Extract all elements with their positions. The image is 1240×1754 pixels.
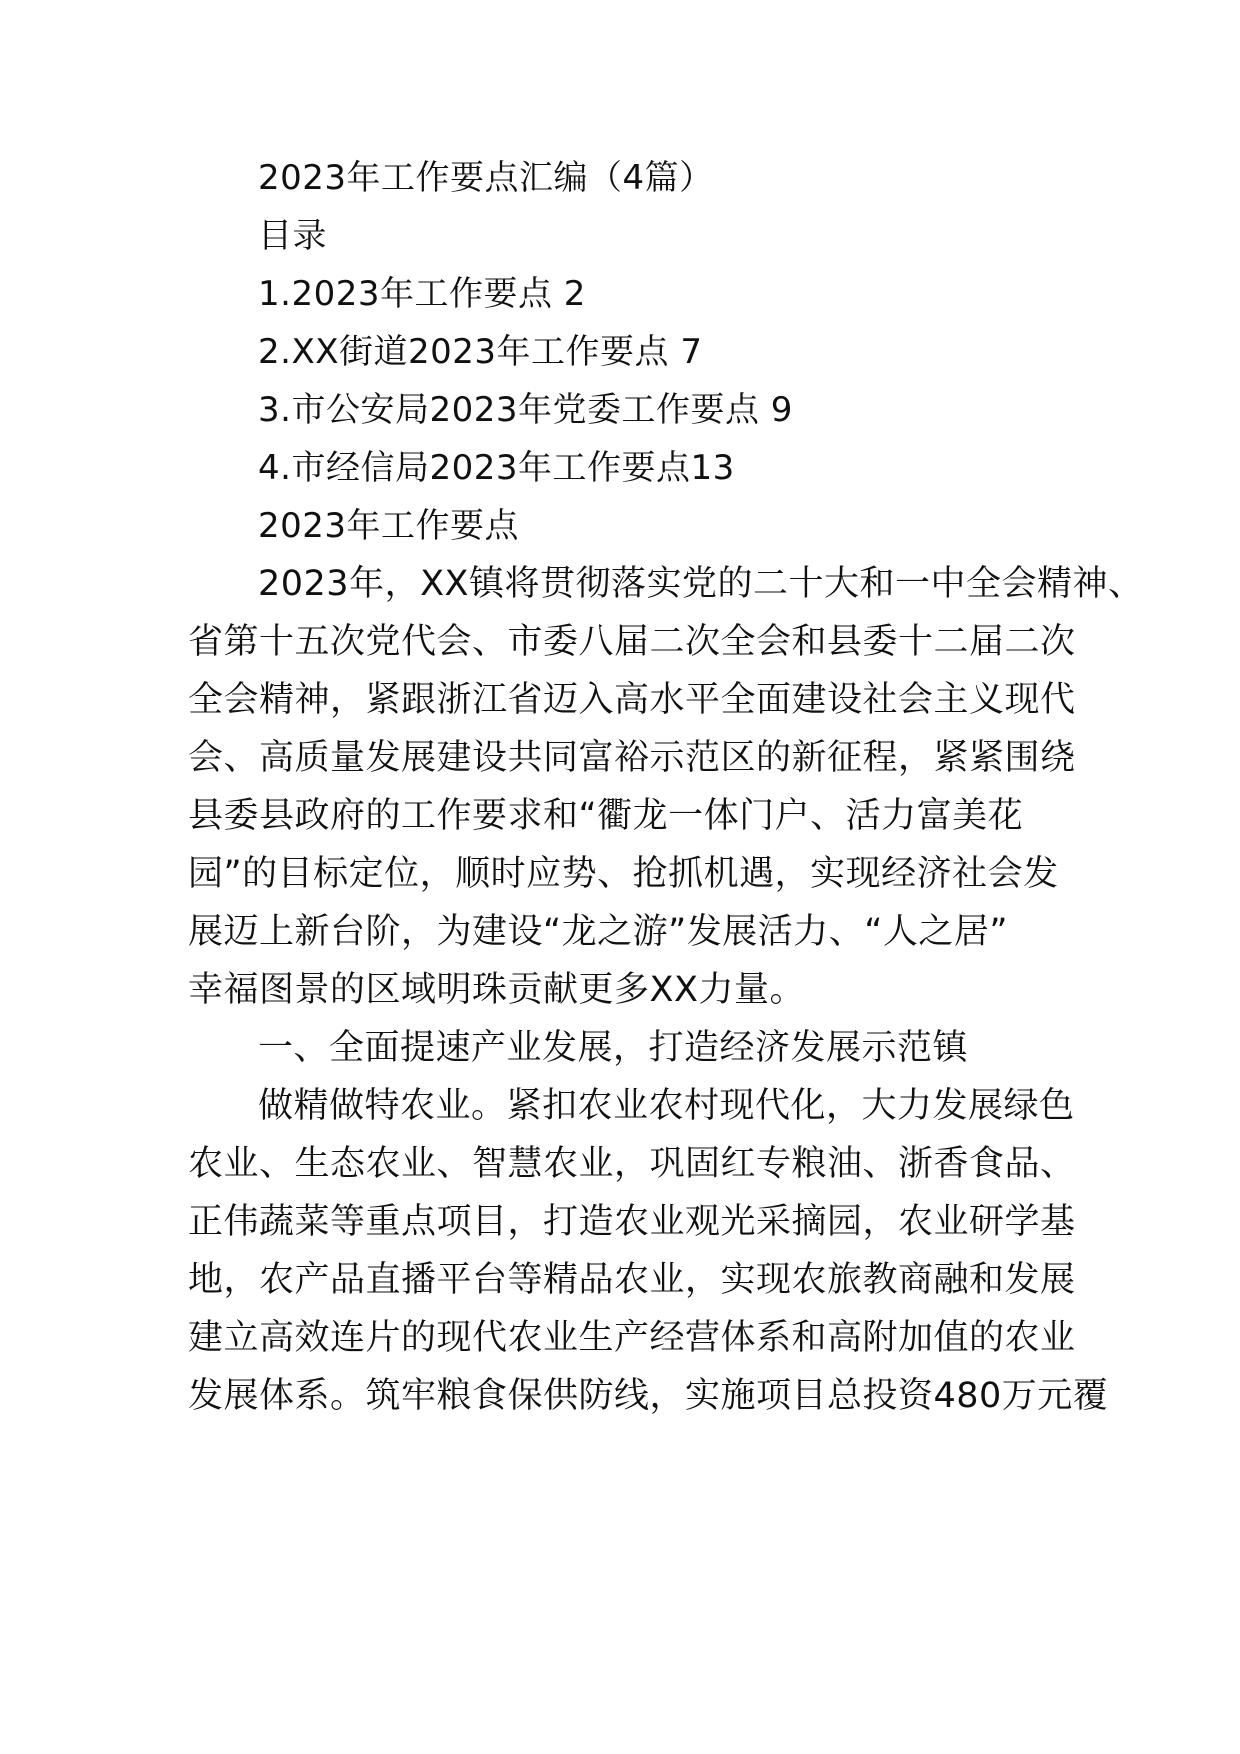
paragraph-line: 省第十五次党代会、市委八届二次全会和县委十二届二次 (188, 622, 1076, 662)
toc-item: 1.2023年工作要点 2 (258, 274, 586, 314)
paragraph-line: 展迈上新台阶，为建设“龙之游”发展活力、“人之居” (188, 912, 1009, 952)
paragraph-line: 农业、生态农业、智慧农业，巩固红专粮油、浙香食品、 (188, 1144, 1076, 1184)
toc-heading: 目录 (258, 216, 327, 256)
paragraph-line: 幸福图景的区域明珠贡献更多XX力量。 (188, 970, 805, 1010)
toc-item: 4.市经信局2023年工作要点13 (258, 448, 735, 488)
section-heading: 一、全面提速产业发展，打造经济发展示范镇 (258, 1028, 969, 1068)
document-title: 2023年工作要点汇编（4篇） (258, 158, 714, 198)
toc-item: 3.市公安局2023年党委工作要点 9 (258, 390, 793, 430)
paragraph-line: 做精做特农业。紧扣农业农村现代化，大力发展绿色 (258, 1086, 1075, 1126)
article-title: 2023年工作要点 (258, 506, 520, 546)
paragraph-line: 建立高效连片的现代农业生产经营体系和高附加值的农业 (188, 1318, 1076, 1358)
paragraph-line: 2023年，XX镇将贯彻落实党的二十大和一中全会精神、 (258, 564, 1144, 604)
paragraph-line: 正伟蔬菜等重点项目，打造农业观光采摘园，农业研学基 (188, 1202, 1076, 1242)
paragraph-line: 发展体系。筑牢粮食保供防线，实施项目总投资480万元覆 (188, 1376, 1109, 1416)
toc-item: 2.XX街道2023年工作要点 7 (258, 332, 703, 372)
paragraph-line: 园”的目标定位，顺时应势、抢抓机遇，实现经济社会发 (188, 854, 1059, 894)
paragraph-line: 县委县政府的工作要求和“衢龙一体门户、活力富美花 (188, 796, 1024, 836)
paragraph-line: 会、高质量发展建设共同富裕示范区的新征程，紧紧围绕 (188, 738, 1076, 778)
paragraph-line: 全会精神，紧跟浙江省迈入高水平全面建设社会主义现代 (188, 680, 1076, 720)
paragraph-line: 地，农产品直播平台等精品农业，实现农旅教商融和发展 (188, 1260, 1076, 1300)
